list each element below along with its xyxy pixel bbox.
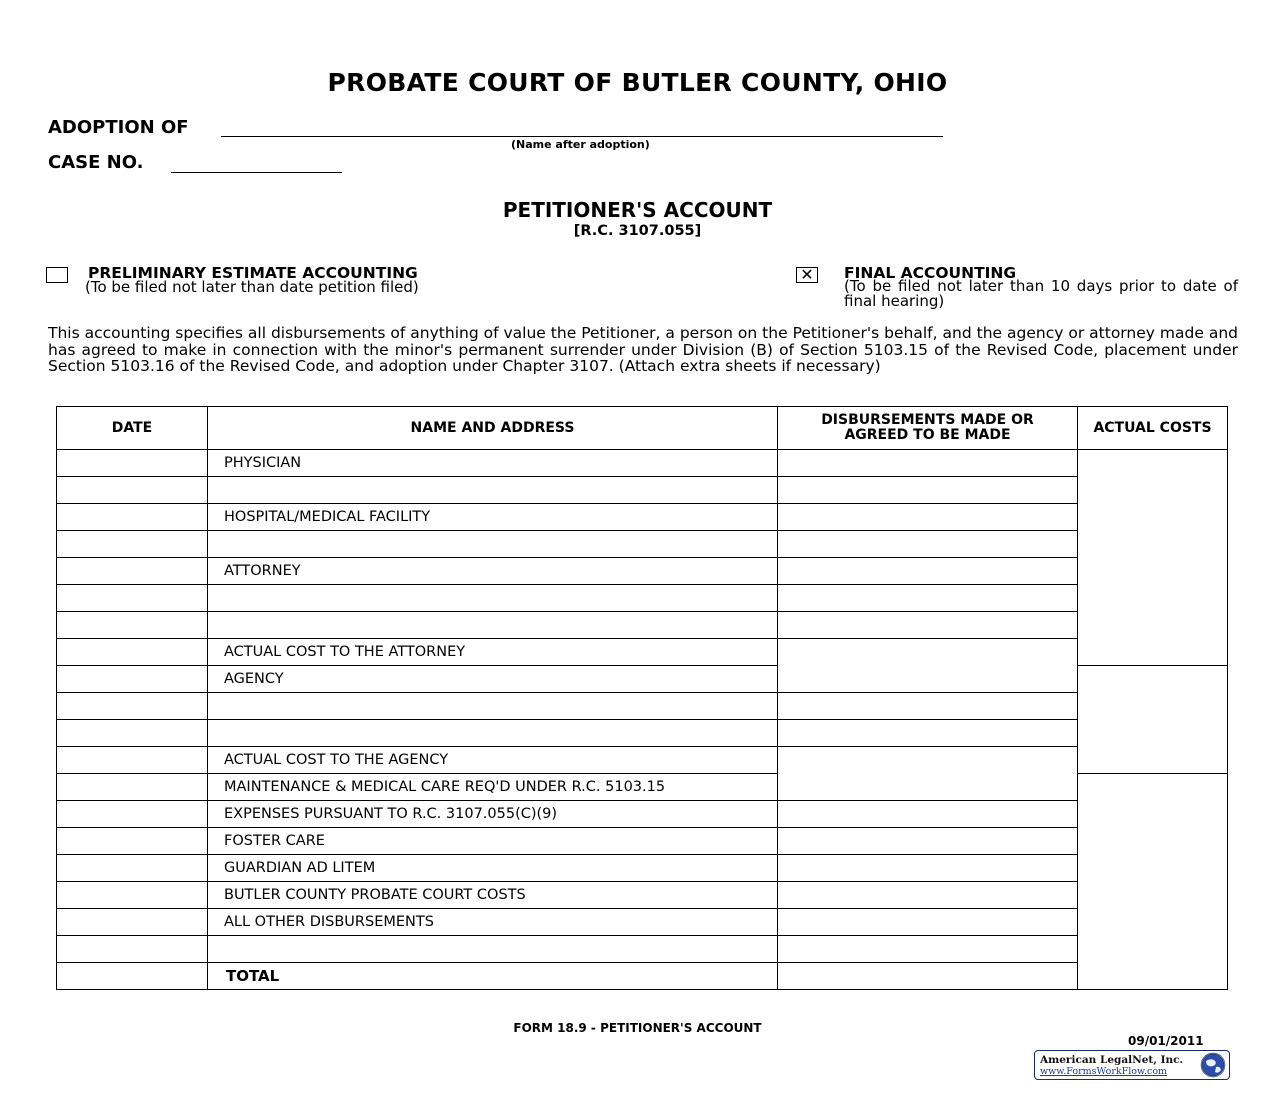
disbursement-cell[interactable] [778, 639, 1078, 693]
checkmark-x-icon: ✕ [800, 265, 814, 284]
disbursement-cell[interactable] [778, 450, 1078, 477]
name-address-cell[interactable] [208, 477, 778, 504]
name-address-cell[interactable]: PHYSICIAN [208, 450, 778, 477]
date-cell[interactable] [57, 531, 208, 558]
disbursement-cell[interactable] [778, 828, 1078, 855]
disbursement-cell[interactable] [778, 477, 1078, 504]
form-footer: FORM 18.9 - PETITIONER'S ACCOUNT [513, 1021, 762, 1035]
table-row [57, 828, 1228, 855]
actual-cost-cell[interactable] [1078, 774, 1228, 990]
table-row [57, 963, 1228, 990]
table-row [57, 558, 1228, 585]
disbursement-cell[interactable] [778, 747, 1078, 801]
name-address-cell[interactable]: TOTAL [208, 963, 778, 990]
date-cell[interactable] [57, 801, 208, 828]
table-row [57, 585, 1228, 612]
table-row [57, 477, 1228, 504]
preliminary-checkbox[interactable] [46, 267, 68, 283]
name-address-cell[interactable]: HOSPITAL/MEDICAL FACILITY [208, 504, 778, 531]
date-cell[interactable] [57, 909, 208, 936]
statute-reference: [R.C. 3107.055] [573, 223, 702, 239]
col-header-disbursements: DISBURSEMENTS MADE OR AGREED TO BE MADE [778, 407, 1078, 450]
table-row [57, 720, 1228, 747]
table-row [57, 504, 1228, 531]
final-title: FINAL ACCOUNTING [844, 264, 1017, 282]
name-address-cell[interactable]: AGENCY [208, 666, 778, 693]
date-cell[interactable] [57, 720, 208, 747]
intro-paragraph: This accounting specifies all disbursements of anything of value the Petitioner, a person on the Petitioner's behalf, and the agency or attorney made and has agreed to make in connection with the minor's permanent surrender under Division (B) of Section 5103.15 of the Revised Code, placement under Section 5103.16 of the Revised Code, and adoption under Chapter 3107. (Attach extra sheets if necessary) [48, 324, 1238, 375]
date-cell[interactable] [57, 585, 208, 612]
name-address-cell[interactable]: EXPENSES PURSUANT TO R.C. 3107.055(C)(9) [208, 801, 778, 828]
table-header-row [57, 407, 1228, 450]
table-row [57, 531, 1228, 558]
account-table [56, 406, 1228, 990]
adoption-of-label: ADOPTION OF [48, 117, 189, 138]
name-address-cell[interactable] [208, 585, 778, 612]
globe-icon [1200, 1052, 1226, 1078]
name-address-cell[interactable] [208, 531, 778, 558]
disbursement-cell[interactable] [778, 558, 1078, 585]
name-address-cell[interactable]: GUARDIAN AD LITEM [208, 855, 778, 882]
table-row [57, 909, 1228, 936]
name-address-cell[interactable]: BUTLER COUNTY PROBATE COURT COSTS [208, 882, 778, 909]
disbursement-cell[interactable] [778, 801, 1078, 828]
date-cell[interactable] [57, 558, 208, 585]
disbursement-cell[interactable] [778, 882, 1078, 909]
adoption-name-caption: (Name after adoption) [511, 138, 650, 151]
form-title: PETITIONER'S ACCOUNT [502, 198, 773, 222]
table-row [57, 882, 1228, 909]
disbursement-cell[interactable] [778, 585, 1078, 612]
disbursement-cell[interactable] [778, 855, 1078, 882]
table-row [57, 612, 1228, 639]
date-cell[interactable] [57, 639, 208, 666]
preliminary-title: PRELIMINARY ESTIMATE ACCOUNTING [88, 264, 418, 282]
name-address-cell[interactable]: ATTORNEY [208, 558, 778, 585]
name-address-cell[interactable]: ACTUAL COST TO THE AGENCY [208, 747, 778, 774]
date-cell[interactable] [57, 828, 208, 855]
actual-cost-cell[interactable] [1078, 450, 1228, 666]
disbursement-cell[interactable] [778, 693, 1078, 720]
logo-company-name: American LegalNet, Inc. [1040, 1054, 1184, 1066]
date-cell[interactable] [57, 882, 208, 909]
logo-website[interactable]: www.FormsWorkFlow.com [1040, 1066, 1168, 1077]
name-address-cell[interactable]: FOSTER CARE [208, 828, 778, 855]
date-cell[interactable] [57, 855, 208, 882]
date-cell[interactable] [57, 936, 208, 963]
name-address-cell[interactable] [208, 612, 778, 639]
disbursement-cell[interactable] [778, 612, 1078, 639]
date-cell[interactable] [57, 450, 208, 477]
name-address-cell[interactable] [208, 936, 778, 963]
disbursement-cell[interactable] [778, 504, 1078, 531]
disbursement-cell[interactable] [778, 720, 1078, 747]
revision-date: 09/01/2011 [1128, 1034, 1204, 1048]
table-row [57, 450, 1228, 477]
case-no-label: CASE NO. [48, 152, 144, 173]
date-cell[interactable] [57, 666, 208, 693]
name-address-cell[interactable]: ALL OTHER DISBURSEMENTS [208, 909, 778, 936]
disbursement-cell[interactable] [778, 963, 1078, 990]
table-row [57, 855, 1228, 882]
name-address-cell[interactable]: MAINTENANCE & MEDICAL CARE REQ'D UNDER R.C. 5103.15 [208, 774, 778, 801]
preliminary-note: (To be filed not later than date petition filed) [85, 278, 419, 296]
disbursement-cell[interactable] [778, 936, 1078, 963]
name-address-cell[interactable]: ACTUAL COST TO THE ATTORNEY [208, 639, 778, 666]
name-address-cell[interactable] [208, 720, 778, 747]
date-cell[interactable] [57, 612, 208, 639]
court-title: PROBATE COURT OF BUTLER COUNTY, OHIO [327, 68, 948, 97]
date-cell[interactable] [57, 963, 208, 990]
name-address-cell[interactable] [208, 693, 778, 720]
col-header-date: DATE [57, 407, 208, 450]
final-checkbox[interactable] [796, 267, 818, 283]
table-row [57, 801, 1228, 828]
date-cell[interactable] [57, 504, 208, 531]
table-row [57, 693, 1228, 720]
col-header-actual-costs: ACTUAL COSTS [1078, 407, 1228, 450]
date-cell[interactable] [57, 747, 208, 774]
adoption-name-field[interactable] [221, 121, 943, 137]
date-cell[interactable] [57, 477, 208, 504]
actual-cost-cell[interactable] [1078, 666, 1228, 774]
publisher-logo[interactable] [1034, 1050, 1230, 1080]
col-header-name: NAME AND ADDRESS [208, 407, 778, 450]
table-row [57, 747, 1228, 774]
date-cell[interactable] [57, 774, 208, 801]
date-cell[interactable] [57, 693, 208, 720]
final-note: (To be filed not later than 10 days prior to date of final hearing) [844, 277, 1238, 310]
disbursement-cell[interactable] [778, 909, 1078, 936]
table-row [57, 639, 1228, 666]
disbursement-cell[interactable] [778, 531, 1078, 558]
table-row [57, 936, 1228, 963]
case-no-field[interactable] [171, 157, 342, 173]
